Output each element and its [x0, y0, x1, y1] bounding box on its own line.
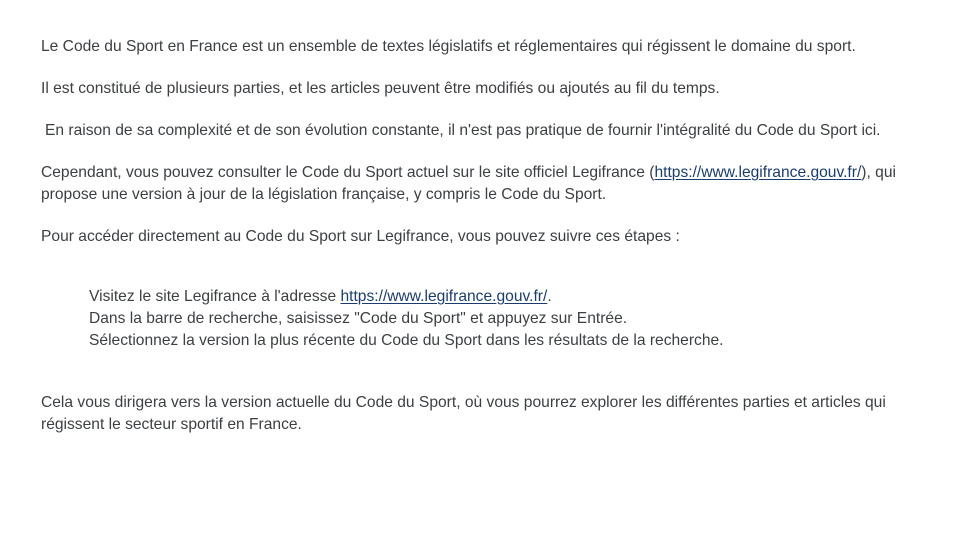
steps-list	[89, 286, 921, 352]
paragraph-structure: Il est constitué de plusieurs parties, et les articles peuvent être modifiés ou ajoutés au fil du temps.	[41, 80, 720, 97]
legifrance-link[interactable]: https://www.legifrance.gouv.fr/	[654, 164, 862, 181]
paragraph-complexity: En raison de sa complexité et de son évolution constante, il n'est pas pratique de fournir l'intégralité du Code du Sport ici.	[45, 122, 881, 139]
step-item-search: Dans la barre de recherche, saisissez "Code du Sport" et appuyez sur Entrée.	[89, 310, 628, 327]
paragraph-legifrance-text-after: ), qui propose une version à jour de la législation française, y compris le Code du Sport.	[41, 164, 896, 203]
document-body	[41, 36, 921, 456]
step-visit-text-after: .	[547, 288, 552, 305]
step-item-select: Sélectionnez la version la plus récente du Code du Sport dans les résultats de la recherche.	[89, 332, 724, 349]
legifrance-step-link[interactable]: https://www.legifrance.gouv.fr/	[340, 288, 548, 305]
step-visit-text-before: Visitez le site Legifrance à l'adresse	[89, 288, 341, 305]
paragraph-conclusion: Cela vous dirigera vers la version actuelle du Code du Sport, où vous pourrez explorer les différentes parties et articles qui régissent le secteur sportif en France.	[41, 394, 886, 433]
paragraph-legifrance	[41, 162, 921, 206]
paragraph-steps-intro: Pour accéder directement au Code du Sport sur Legifrance, vous pouvez suivre ces étapes :	[41, 228, 680, 245]
step-item-visit	[89, 286, 921, 308]
paragraph-intro: Le Code du Sport en France est un ensemble de textes législatifs et réglementaires qui régissent le domaine du sport.	[41, 38, 856, 55]
paragraph-legifrance-text-before: Cependant, vous pouvez consulter le Code du Sport actuel sur le site officiel Legifrance (	[41, 164, 655, 181]
